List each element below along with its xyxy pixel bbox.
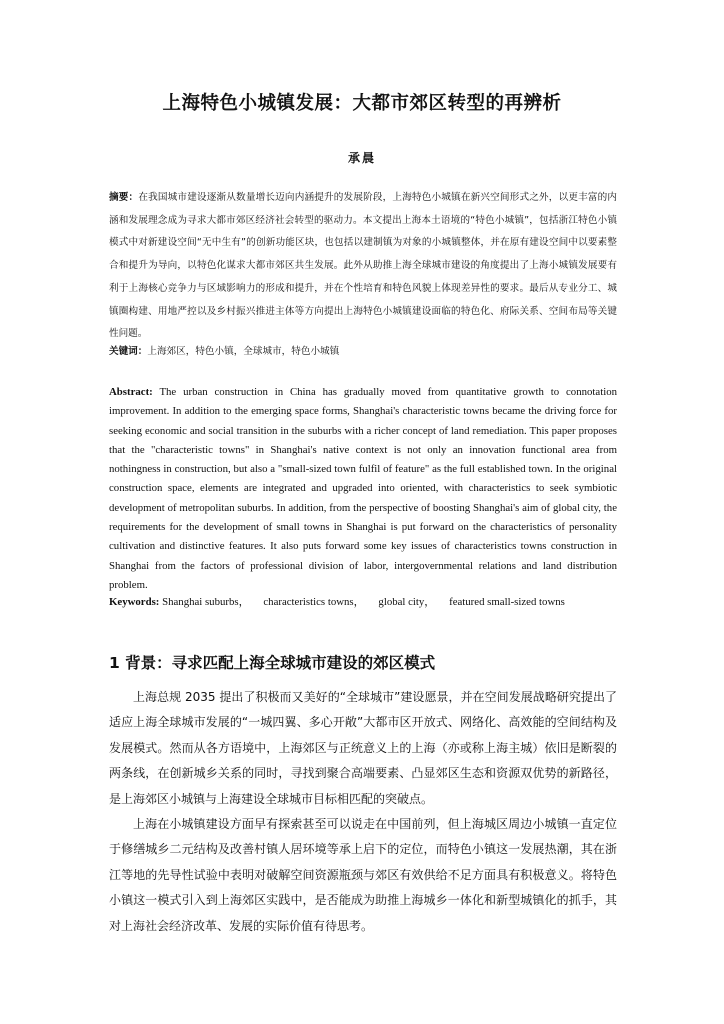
keywords-english-label: Keywords: [109, 596, 160, 608]
abstract-english [109, 383, 617, 595]
keyword-english-item: global city， [378, 596, 436, 608]
body-paragraph: 上海在小城镇建设方面早有探索甚至可以说走在中国前列，但上海城区周边小城镇一直定位于修缮城乡二元结构及改善村镇人居环境等承上启下的定位，而特色小镇这一发展热潮，其在浙江等地的先导性试验中表明对破解空间资源瓶颈与郊区有效供给不足方面具有积极意义。将特色小镇这一模式引入到上海郊区实践中，是否能成为助推上海城乡一体化和新型城镇化的抓手，其对上海社会经济改革、发展的实际价值有待思考。 [109, 817, 617, 933]
section-body [109, 685, 617, 939]
keywords-chinese-label: 关键词： [109, 346, 148, 357]
keywords-chinese-text: 上海郊区，特色小镇，全球城市，特色小城镇 [147, 346, 340, 357]
abstract-chinese-label: 摘要： [109, 192, 139, 203]
keywords-chinese [109, 341, 617, 363]
body-paragraph: 上海总规 2035 提出了积极而又美好的“全球城市”建设愿景，并在空间发展战略研究提出了适应上海全球城市发展的“一城四翼、多心开敞”大都市区开放式、网络化、高效能的空间结构及发展模式。然而从各方语境中，上海郊区与正统意义上的上海（亦或称上海主城）依旧是断裂的两条线，在创新城乡关系的同时，寻找到聚合高端要素、凸显郊区生态和资源双优势的新路径，是上海郊区小城镇与上海建设全球城市目标相匹配的突破点。 [109, 690, 617, 806]
author-name: 承晨 [347, 151, 376, 165]
keyword-english-item: featured small-sized towns [449, 596, 565, 608]
keyword-english-item: characteristics towns， [263, 596, 365, 608]
abstract-english-label: Abstract: [109, 386, 153, 398]
abstract-chinese [109, 187, 617, 346]
paper-title: 上海特色小城镇发展：大都市郊区转型的再辨析 [162, 93, 562, 114]
section-heading: 1 背景：寻求匹配上海全球城市建设的郊区模式 [109, 654, 436, 672]
abstract-chinese-text: 在我国城市建设逐渐从数量增长迈向内涵提升的发展阶段，上海特色小城镇在新兴空间形式之外，以更丰富的内涵和发展理念成为寻求大都市郊区经济社会转型的驱动力。本文提出上海本土语境的“特色小城镇”，包括浙江特色小镇模式中对新建设空间“无中生有”的创新功能区块，也包括以建制镇为对象的小城镇整体，并在原有建设空间中以要素整合和提升为导向，以特色化谋求大都市郊区共生发展。此外从助推上海全球城市建设的角度提出了上海小城镇发展要有利于上海核心竞争力与区域影响力的形成和提升，并在个性培育和特色风貌上体现差异性的要求。最后从专业分工、城镇圈构建、用地严控以及乡村振兴推进主体等方向提出上海特色小城镇建设面临的特色化、府际关系、空间布局等关键性问题。 [109, 192, 618, 340]
keyword-english-item: Shanghai suburbs， [162, 596, 250, 608]
keywords-english [109, 593, 617, 612]
abstract-english-text: The urban construction in China has gradually moved from quantitative growth to connotation improvement. In addition to the emerging space forms, Shanghai's characteristic towns became the driving force for seeking economic and social transition in the suburbs with a richer concept of land remediation. This paper proposes that the "characteristic towns" in Shanghai's native context is not only an innovation functional area from nothingness in construction, but also a "small-sized town fulfil of feature" as the full established town. In the original construction space, elements are integrated and upgraded into oriented, with characteristics to seek symbiotic development of metropolitan suburbs. In addition, from the perspective of boosting Shanghai's aim of global city, the requirements for the development of small towns in Shanghai is put forward on the characteristics of personality cultivation and distinctive features. It also puts forward some key issues of characteristics towns construction in Shanghai from the factors of professional division of labor, intergovernmental relations and land distribution problem. [109, 386, 617, 591]
